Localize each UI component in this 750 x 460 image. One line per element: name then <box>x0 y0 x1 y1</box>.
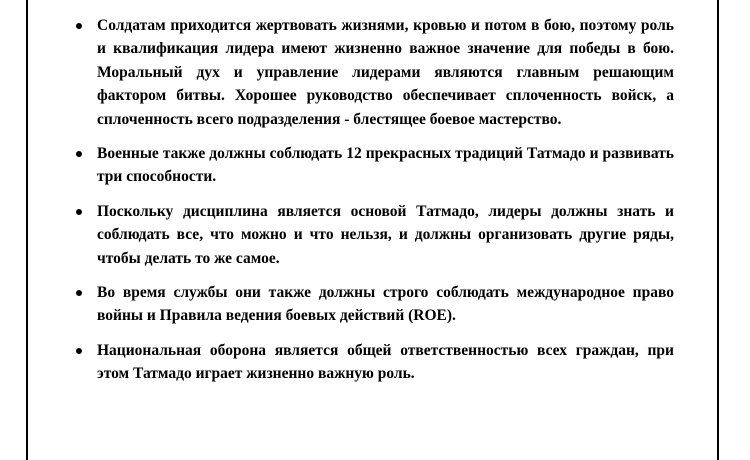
list-item <box>76 339 674 386</box>
list-item <box>76 14 674 131</box>
bullet-icon <box>76 290 82 296</box>
bullet-icon <box>76 348 82 354</box>
bullet-text: Военные также должны соблюдать 12 прекрасных традиций Татмадо и развивать три способности. <box>97 145 674 186</box>
bullet-list <box>76 14 674 397</box>
bullet-text: Национальная оборона является общей ответственностью всех граждан, при этом Татмадо играет жизненно важную роль. <box>97 341 674 383</box>
bullet-text: Во время службы они также должны строго соблюдать международное право войны и Правила ведения боевых действий (ROE). <box>97 284 674 325</box>
bullet-icon <box>76 23 82 29</box>
list-item <box>76 142 674 189</box>
bullet-icon <box>76 209 82 215</box>
bullet-icon <box>76 151 82 157</box>
list-item <box>76 281 674 328</box>
list-item <box>76 200 674 270</box>
bullet-text: Поскольку дисциплина является основой Татмадо, лидеры должны знать и соблюдать все, что можно и что нельзя, и должны организовать другие ряды, чтобы делать то же самое. <box>97 202 674 267</box>
bullet-text: Солдатам приходится жертвовать жизнями, кровью и потом в бою, поэтому роль и квалификация лидера имеют жизненно важное значение для победы в бою. Моральный дух и управление лидерами являются главным решающим фактором битвы. Хорошее руководство обеспечивает сплоченность войск, а сплоченность всего подразделения - блестящее боевое мастерство. <box>97 17 674 128</box>
